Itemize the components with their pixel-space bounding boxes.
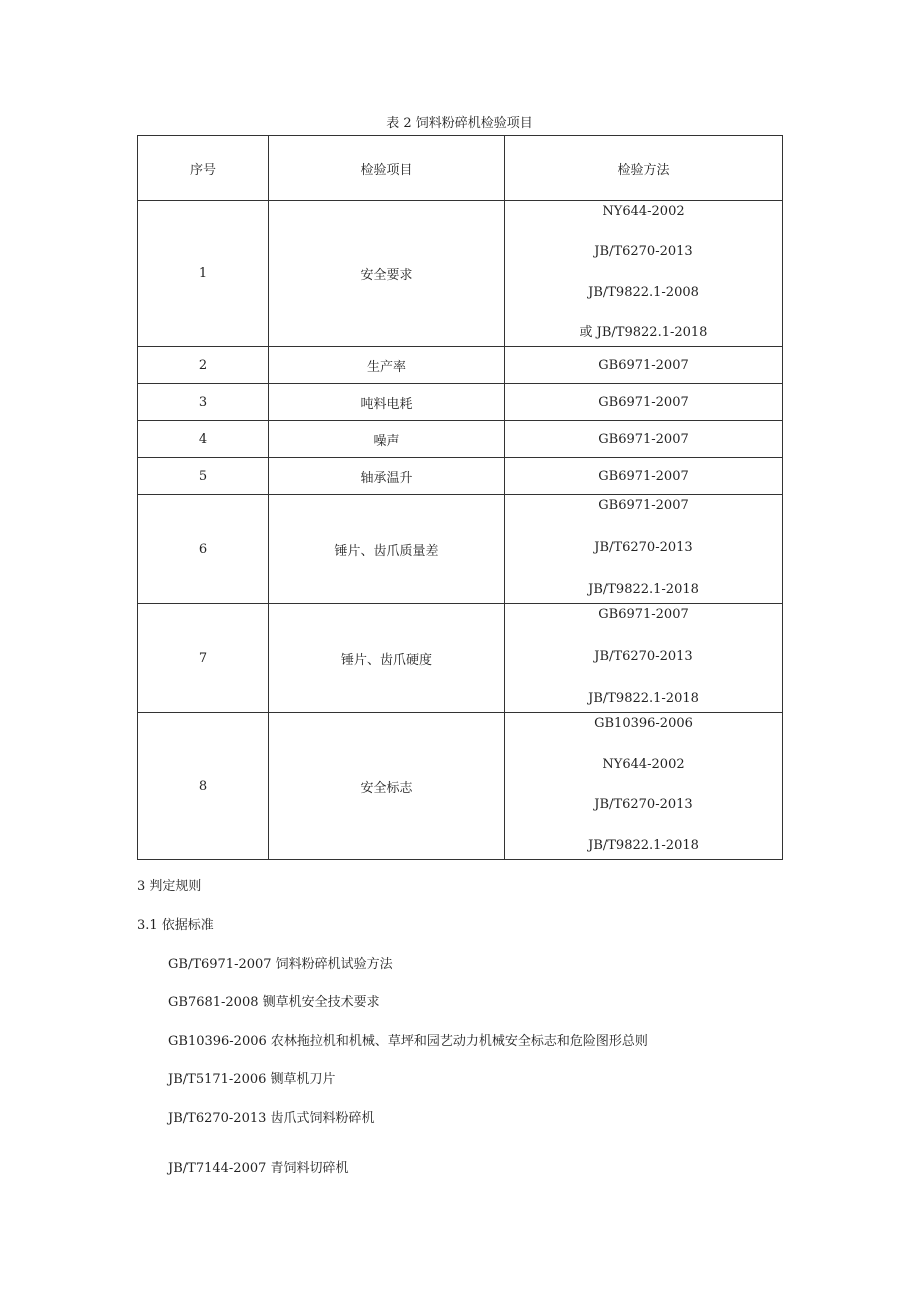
subsection-heading-reference-standards: 3.1 依据标准 bbox=[137, 918, 214, 933]
row-number: 2 bbox=[138, 347, 269, 384]
method-line: GB10396-2006 bbox=[594, 716, 693, 731]
row-number: 5 bbox=[138, 458, 269, 495]
row-number: 7 bbox=[138, 604, 269, 713]
table-header-row bbox=[138, 136, 783, 201]
method-line: JB/T9822.1-2008 bbox=[588, 284, 699, 300]
method-line: NY644-2002 bbox=[602, 204, 685, 219]
row-methods: GB6971-2007 bbox=[505, 421, 783, 458]
row-number: 6 bbox=[138, 495, 269, 604]
method-line: JB/T6270-2013 bbox=[594, 244, 693, 260]
reference-standard-item: JB/T7144-2007 青饲料切碎机 bbox=[168, 1161, 349, 1176]
table-row bbox=[138, 201, 783, 347]
method-line: JB/T9822.1-2018 bbox=[588, 837, 699, 853]
table-row bbox=[138, 384, 783, 421]
reference-standard-item: JB/T5171-2006 铡草机刀片 bbox=[168, 1072, 336, 1087]
row-number: 1 bbox=[138, 201, 269, 347]
row-item: 生产率 bbox=[269, 347, 505, 384]
row-methods bbox=[505, 495, 783, 604]
table-row bbox=[138, 604, 783, 713]
row-number: 4 bbox=[138, 421, 269, 458]
inspection-items-table bbox=[137, 135, 783, 860]
header-inspection-method: 检验方法 bbox=[505, 136, 783, 201]
reference-standard-item: GB/T6971-2007 饲料粉碎机试验方法 bbox=[168, 957, 393, 972]
method-line: NY644-2002 bbox=[602, 756, 685, 772]
method-line: JB/T6270-2013 bbox=[594, 649, 693, 664]
row-methods: GB6971-2007 bbox=[505, 347, 783, 384]
reference-standard-item: JB/T6270-2013 齿爪式饲料粉碎机 bbox=[168, 1111, 375, 1126]
table-row bbox=[138, 347, 783, 384]
row-item: 锤片、齿爪硬度 bbox=[269, 604, 505, 713]
table-row bbox=[138, 495, 783, 604]
row-number: 3 bbox=[138, 384, 269, 421]
method-line: GB6971-2007 bbox=[598, 607, 689, 622]
table-row bbox=[138, 458, 783, 495]
row-methods bbox=[505, 713, 783, 860]
row-item: 噪声 bbox=[269, 421, 505, 458]
table-row bbox=[138, 421, 783, 458]
section-heading-judgment-rules: 3 判定规则 bbox=[137, 879, 202, 894]
row-methods bbox=[505, 604, 783, 713]
method-line: GB6971-2007 bbox=[598, 498, 689, 513]
reference-standard-item: GB10396-2006 农林拖拉机和机械、草坪和园艺动力机械安全标志和危险图形总则 bbox=[168, 1034, 648, 1049]
method-line: JB/T6270-2013 bbox=[594, 540, 693, 555]
header-serial-number: 序号 bbox=[138, 136, 269, 201]
table-row bbox=[138, 713, 783, 860]
header-inspection-item: 检验项目 bbox=[269, 136, 505, 201]
row-item: 吨料电耗 bbox=[269, 384, 505, 421]
row-methods: GB6971-2007 bbox=[505, 384, 783, 421]
method-line: JB/T9822.1-2018 bbox=[588, 582, 699, 597]
reference-standard-item: GB7681-2008 铡草机安全技术要求 bbox=[168, 995, 380, 1010]
row-item: 安全要求 bbox=[269, 201, 505, 347]
method-line: 或 JB/T9822.1-2018 bbox=[579, 324, 708, 340]
row-number: 8 bbox=[138, 713, 269, 860]
row-item: 锤片、齿爪质量差 bbox=[269, 495, 505, 604]
method-line: JB/T9822.1-2018 bbox=[588, 691, 699, 706]
table-caption: 表 2 饲料粉碎机检验项目 bbox=[386, 116, 533, 131]
row-methods bbox=[505, 201, 783, 347]
method-line: JB/T6270-2013 bbox=[594, 797, 693, 813]
row-item: 安全标志 bbox=[269, 713, 505, 860]
row-methods: GB6971-2007 bbox=[505, 458, 783, 495]
row-item: 轴承温升 bbox=[269, 458, 505, 495]
